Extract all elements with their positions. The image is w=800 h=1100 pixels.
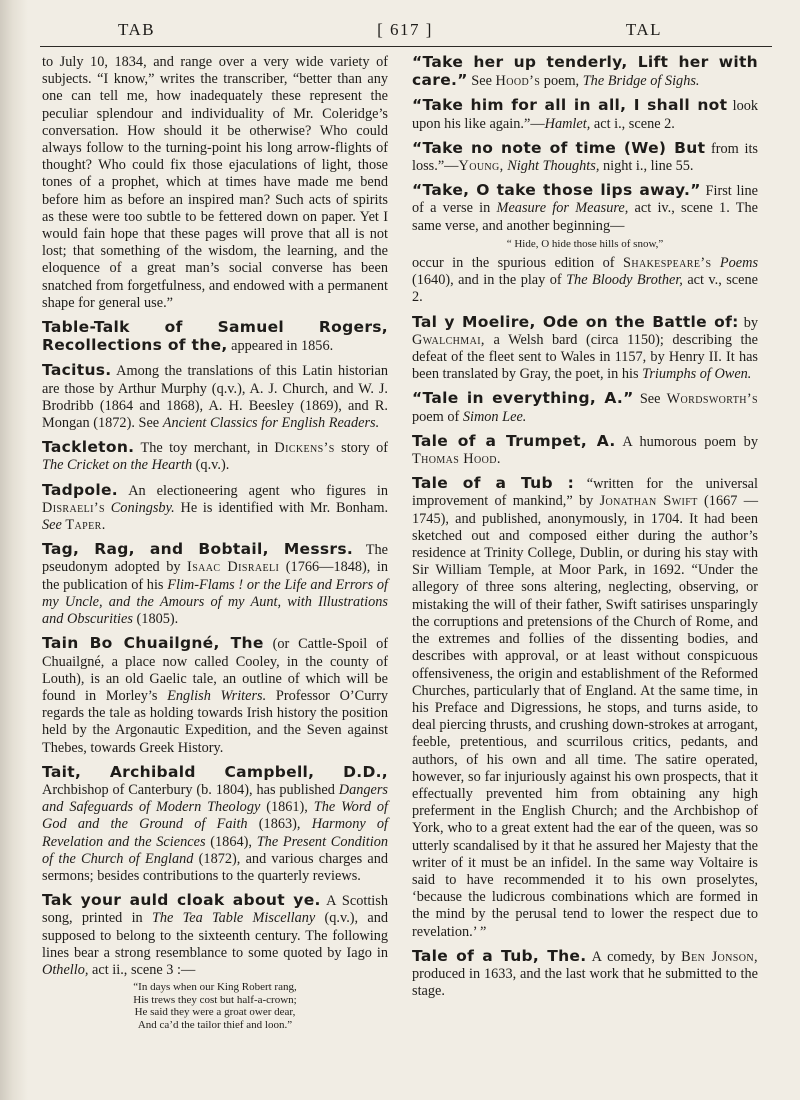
entry-body: An electioneering agent who figures in xyxy=(128,482,388,499)
entry-author-name: Ben Jonson, xyxy=(681,948,758,965)
entry-body: poem of xyxy=(412,408,460,425)
entry-body: by xyxy=(743,314,758,331)
entry-headword: “Take him for all in all, I shall not xyxy=(412,96,728,115)
entry-body: (1863), xyxy=(258,816,301,833)
entry-body: (1667 — 1745), and published, anonymously, in 1704. It had been sketched out and composed either during the author’s residence at Trinity College, Dublin, or during his stay with Sir William Temple, at Moor Park, in 1692. “Under the allegory of three sons altering, neglecting, observing, or mistaking the will of their father, Swift satirises unsparingly the corruptions and pretensions of the Church of Rome, and the extremes and follies of the dissenting bodies, and describes with approval, or at least without conspicuous offensiveness, the origin and establishment of the Reformed Churches, particularly that of England. At the same time, in his Preface and Digressions, he stops, and turns aside, to deal piercing thrusts, and crushing down-strokes at arrogant, feeble, pretentious, and scurrilous critics, pedants, and authors, of his own and all time. The satire operated, however, so far injuriously against his own prospects, that it effectually prevented him from obtaining any high preferment in the English Church; and the Archbishop of York, who to a great extent had the ear of the queen, was so utterly scandalised by it that he assured her Majesty that the writer of it must be an infidel. In the same way Voltaire is said to have recommended it to his own proselytes, ‘because the ludicrous combinations which are formed in the mind by the perusal tend to lower the respect due to revelation.’ ” xyxy=(412,493,758,940)
entry-work-title: Night Thoughts, xyxy=(507,158,600,175)
entry-tale-of-a-trumpet xyxy=(412,433,758,468)
entry-body: act ii., scene 3 :— xyxy=(92,961,196,978)
entry-body: act iv., scene 1. The same verse, and another beginning— xyxy=(412,200,758,234)
entry-body: (q.v.). xyxy=(195,457,230,474)
entry-work-title: The Cricket on the Hearth xyxy=(42,457,193,474)
entry-author-name: Dickens’s xyxy=(274,440,335,457)
header-right-guide-word: TAL xyxy=(625,20,662,39)
entry-tak-your-auld-cloak xyxy=(42,892,388,979)
entry-body: First line of a verse in xyxy=(412,183,758,217)
entry-headword: Tale of a Tub, The. xyxy=(412,946,587,965)
entry-body: a Welsh bard (circa 1150); describing the defeat of the fleet sent to Wales in 1157, by Henry II. It has been translated by Gray, the poet, in his xyxy=(412,331,758,383)
entry-body: (1864), xyxy=(210,833,252,850)
entry-body: (1872), and various charges and sermons; besides contributions to the quarterly reviews. xyxy=(42,850,389,884)
entry-body: (1805). xyxy=(136,611,179,628)
entry-cross-reference: Taper. xyxy=(65,517,106,534)
entry-body: from its loss.”— xyxy=(412,140,758,175)
entry-author-name: Shakespeare’s xyxy=(622,255,712,272)
entry-headword: Tain Bo Chuailgné, The xyxy=(42,634,264,653)
entry-author-name: Gwalchmai, xyxy=(412,331,485,348)
entry-author-name: Isaac Disraeli xyxy=(187,559,280,576)
entry-body: See xyxy=(471,73,492,90)
entry-tait xyxy=(42,764,388,885)
entry-work-title: Flim-Flams ! or the Life and Errors of my Uncle, and the Amours of my Aunt, with Illustrations and Obscurities xyxy=(42,576,389,628)
entry-body: (or Cattle-Spoil of Chuailgné, a place now called Cooley, in the county of Louth), is an old Gaelic tale, an outline of which will be found in Morley’s xyxy=(42,636,388,704)
entry-body: See xyxy=(639,391,661,408)
entry-body: Professor O’Curry regards the tale as holding towards Irish history the position held by the Argonautic Expedition, and the Seven against Thebes, towards Greek History. xyxy=(42,687,389,756)
entry-body: (1766—1848), in the publication of his xyxy=(42,559,389,593)
quoted-verse xyxy=(42,981,388,1031)
entry-headword: “Take her up tenderly, Lift her with care.” xyxy=(412,53,758,90)
entry-tain-bo-chuailgne xyxy=(42,635,388,756)
quoted-line: “ Hide, O hide those hills of snow,” xyxy=(506,237,664,250)
entry-work-title: The Present Condition of the Church of England xyxy=(42,833,388,867)
entry-body: Among the translations of this Latin historian are those by Arthur Murphy (q.v.), A. J. Church, and W. J. Brodribb (1864 and 1868), A. H. Beesley (1869), and R. Mongan (1872). See xyxy=(42,363,388,432)
header-left-guide-word: TAB xyxy=(118,20,156,39)
entry-tag-rag-bobtail xyxy=(42,541,388,628)
entry-work-title: Coningsby. xyxy=(110,499,175,516)
entry-body: (1640), and in the play of xyxy=(412,272,562,289)
entry-author-name: Jonathan Swift xyxy=(599,493,698,510)
entry-body: A comedy, by xyxy=(591,948,676,965)
entry-author-name: Hood’s xyxy=(495,73,541,90)
entry-body: (1861), xyxy=(266,799,308,816)
entry-headword: “Take no note of time (We) But xyxy=(412,138,706,157)
entry-headword: Tal y Moelire, Ode on the Battle of: xyxy=(412,312,739,331)
entry-tadpole xyxy=(42,482,388,535)
entry-work-title: The Bridge of Sighs. xyxy=(582,73,700,90)
entry-headword: “Tale in everything, A.” xyxy=(412,389,634,408)
entry-work-title: Simon Lee. xyxy=(462,408,527,425)
verse-line: His trews they cost but half-a-crown; xyxy=(133,993,297,1006)
entry-body: night i., line 55. xyxy=(602,158,694,175)
entry-headword: Tale of a Tub : xyxy=(412,474,575,493)
entry-author-name: Disraeli’s xyxy=(42,499,105,516)
entry-headword: Tacitus. xyxy=(42,361,112,380)
entry-work-title: The Word of God and the Ground of Faith xyxy=(42,799,388,833)
left-column xyxy=(42,54,388,1035)
header-rule xyxy=(40,46,772,47)
entry-headword: Tag, Rag, and Bobtail, Messrs. xyxy=(42,540,354,559)
entry-tacitus xyxy=(42,362,388,432)
entry-headword: Tackleton. xyxy=(42,438,135,457)
entry-body: The toy merchant, in xyxy=(140,440,268,457)
entry-body: produced in 1633, and the last work that he submitted to the stage. xyxy=(412,965,758,1000)
entry-body: occur in the spurious edition of xyxy=(412,255,615,272)
entry-table-talk-rogers xyxy=(42,319,388,355)
entry-headword: Tale of a Trumpet, A. xyxy=(412,431,616,450)
entry-cross-reference: Ancient Classics for English Readers. xyxy=(162,415,380,432)
entry-tale-of-a-tub-jonson xyxy=(412,948,758,1001)
entry-work-title: English Writers. xyxy=(167,687,267,704)
entry-take-her-up-tenderly xyxy=(412,54,758,90)
page-gutter-shadow xyxy=(0,0,28,1100)
entry-headword: Tadpole. xyxy=(42,480,118,499)
entry-body: poem, xyxy=(543,73,580,90)
entry-body: A Scottish song, printed in xyxy=(42,893,388,927)
entry-work-title: Harmony of Revelation and the Sciences xyxy=(42,816,389,850)
continued-entry-text: to July 10, 1834, and range over a very wide variety of subjects. “I know,” writes the transcriber, “better than any one can tell me, how inadequately these represent the peculiar splendour and individuality of Mr. Coleridge’s conversation. How should it be otherwise? Who could always follow to the turning-point his long arrow-flights of thought? Who could fix those ejaculations of light, those tones of a prophet, which at times have made me bend before him as before an inspired man? Such acts of spirits as these were too subtle to be fettered down on paper. Yet I would fain hope that these pages will prove that all is not lost; that something of the wisdom, the learning, and the eloquence of a great man’s social converse has been snatched from forgetfulness, and endowed with a permanent shape for general use.” xyxy=(42,54,388,311)
entry-author-name: Thomas Hood. xyxy=(412,451,501,468)
entry-take-no-note-of-time xyxy=(412,140,758,175)
entry-body: act v., scene 2. xyxy=(412,272,758,306)
entry-body: He is identified with Mr. Bonham. xyxy=(180,499,389,516)
entry-author-name: Young, xyxy=(458,158,504,175)
entry-work-title: Dangers and Safeguards of Modern Theology xyxy=(42,781,388,816)
entry-body: appeared in 1856. xyxy=(231,338,334,355)
entry-body: look upon his like again.”— xyxy=(412,98,759,132)
verse-line: “In days when our King Robert rang, xyxy=(133,981,297,994)
entry-tale-of-a-tub-swift xyxy=(412,475,758,940)
entry-body: The pseudonym adopted by xyxy=(42,542,388,576)
right-column xyxy=(412,54,758,1000)
entry-author-name: Wordsworth’s xyxy=(666,391,759,408)
page-number: [ 617 ] xyxy=(377,20,433,39)
verse-line: He said they were a groat ower dear, xyxy=(134,1006,296,1019)
running-header xyxy=(38,20,772,44)
entry-continuation xyxy=(412,255,758,307)
entry-body: “written for the universal improvement of mankind,” by xyxy=(412,476,759,510)
entry-work-title: Poems xyxy=(719,255,759,272)
entry-see-label: See xyxy=(42,517,62,534)
entry-take-o-take-those-lips xyxy=(412,182,758,235)
entry-tackleton xyxy=(42,439,388,474)
entry-work-title: Triumphs of Owen. xyxy=(642,366,752,383)
entry-body: (q.v.), and supposed to belong to the sixteenth century. The following lines bear a strong resemblance to some quoted by Iago in xyxy=(42,910,388,961)
entry-body: story of xyxy=(341,440,389,457)
entry-work-title: The Bloody Brother, xyxy=(566,272,683,289)
entry-work-title: Hamlet, xyxy=(544,115,591,132)
entry-headword: Table-Talk of Samuel Rogers, Recollections of the, xyxy=(42,318,388,355)
entry-work-title: The Tea Table Miscellany xyxy=(151,910,316,927)
entry-work-title: Othello, xyxy=(42,961,89,978)
entry-headword: Tait, Archibald Campbell, D.D., xyxy=(42,762,388,781)
verse-line: And ca’d the tailor thief and loon.” xyxy=(137,1018,293,1031)
entry-work-title: Measure for Measure, xyxy=(496,200,629,217)
entry-headword: “Take, O take those lips away.” xyxy=(412,181,701,200)
entry-body: A humorous poem by xyxy=(622,433,758,450)
entry-body: act i., scene 2. xyxy=(593,115,675,132)
entry-headword: Tak your auld cloak about ye. xyxy=(42,891,321,910)
entry-take-him-for-all xyxy=(412,97,758,132)
entry-tal-y-moelire xyxy=(412,314,758,384)
entry-tale-in-everything xyxy=(412,390,758,425)
entry-body: Archbishop of Canterbury (b. 1804), has published xyxy=(42,781,335,798)
